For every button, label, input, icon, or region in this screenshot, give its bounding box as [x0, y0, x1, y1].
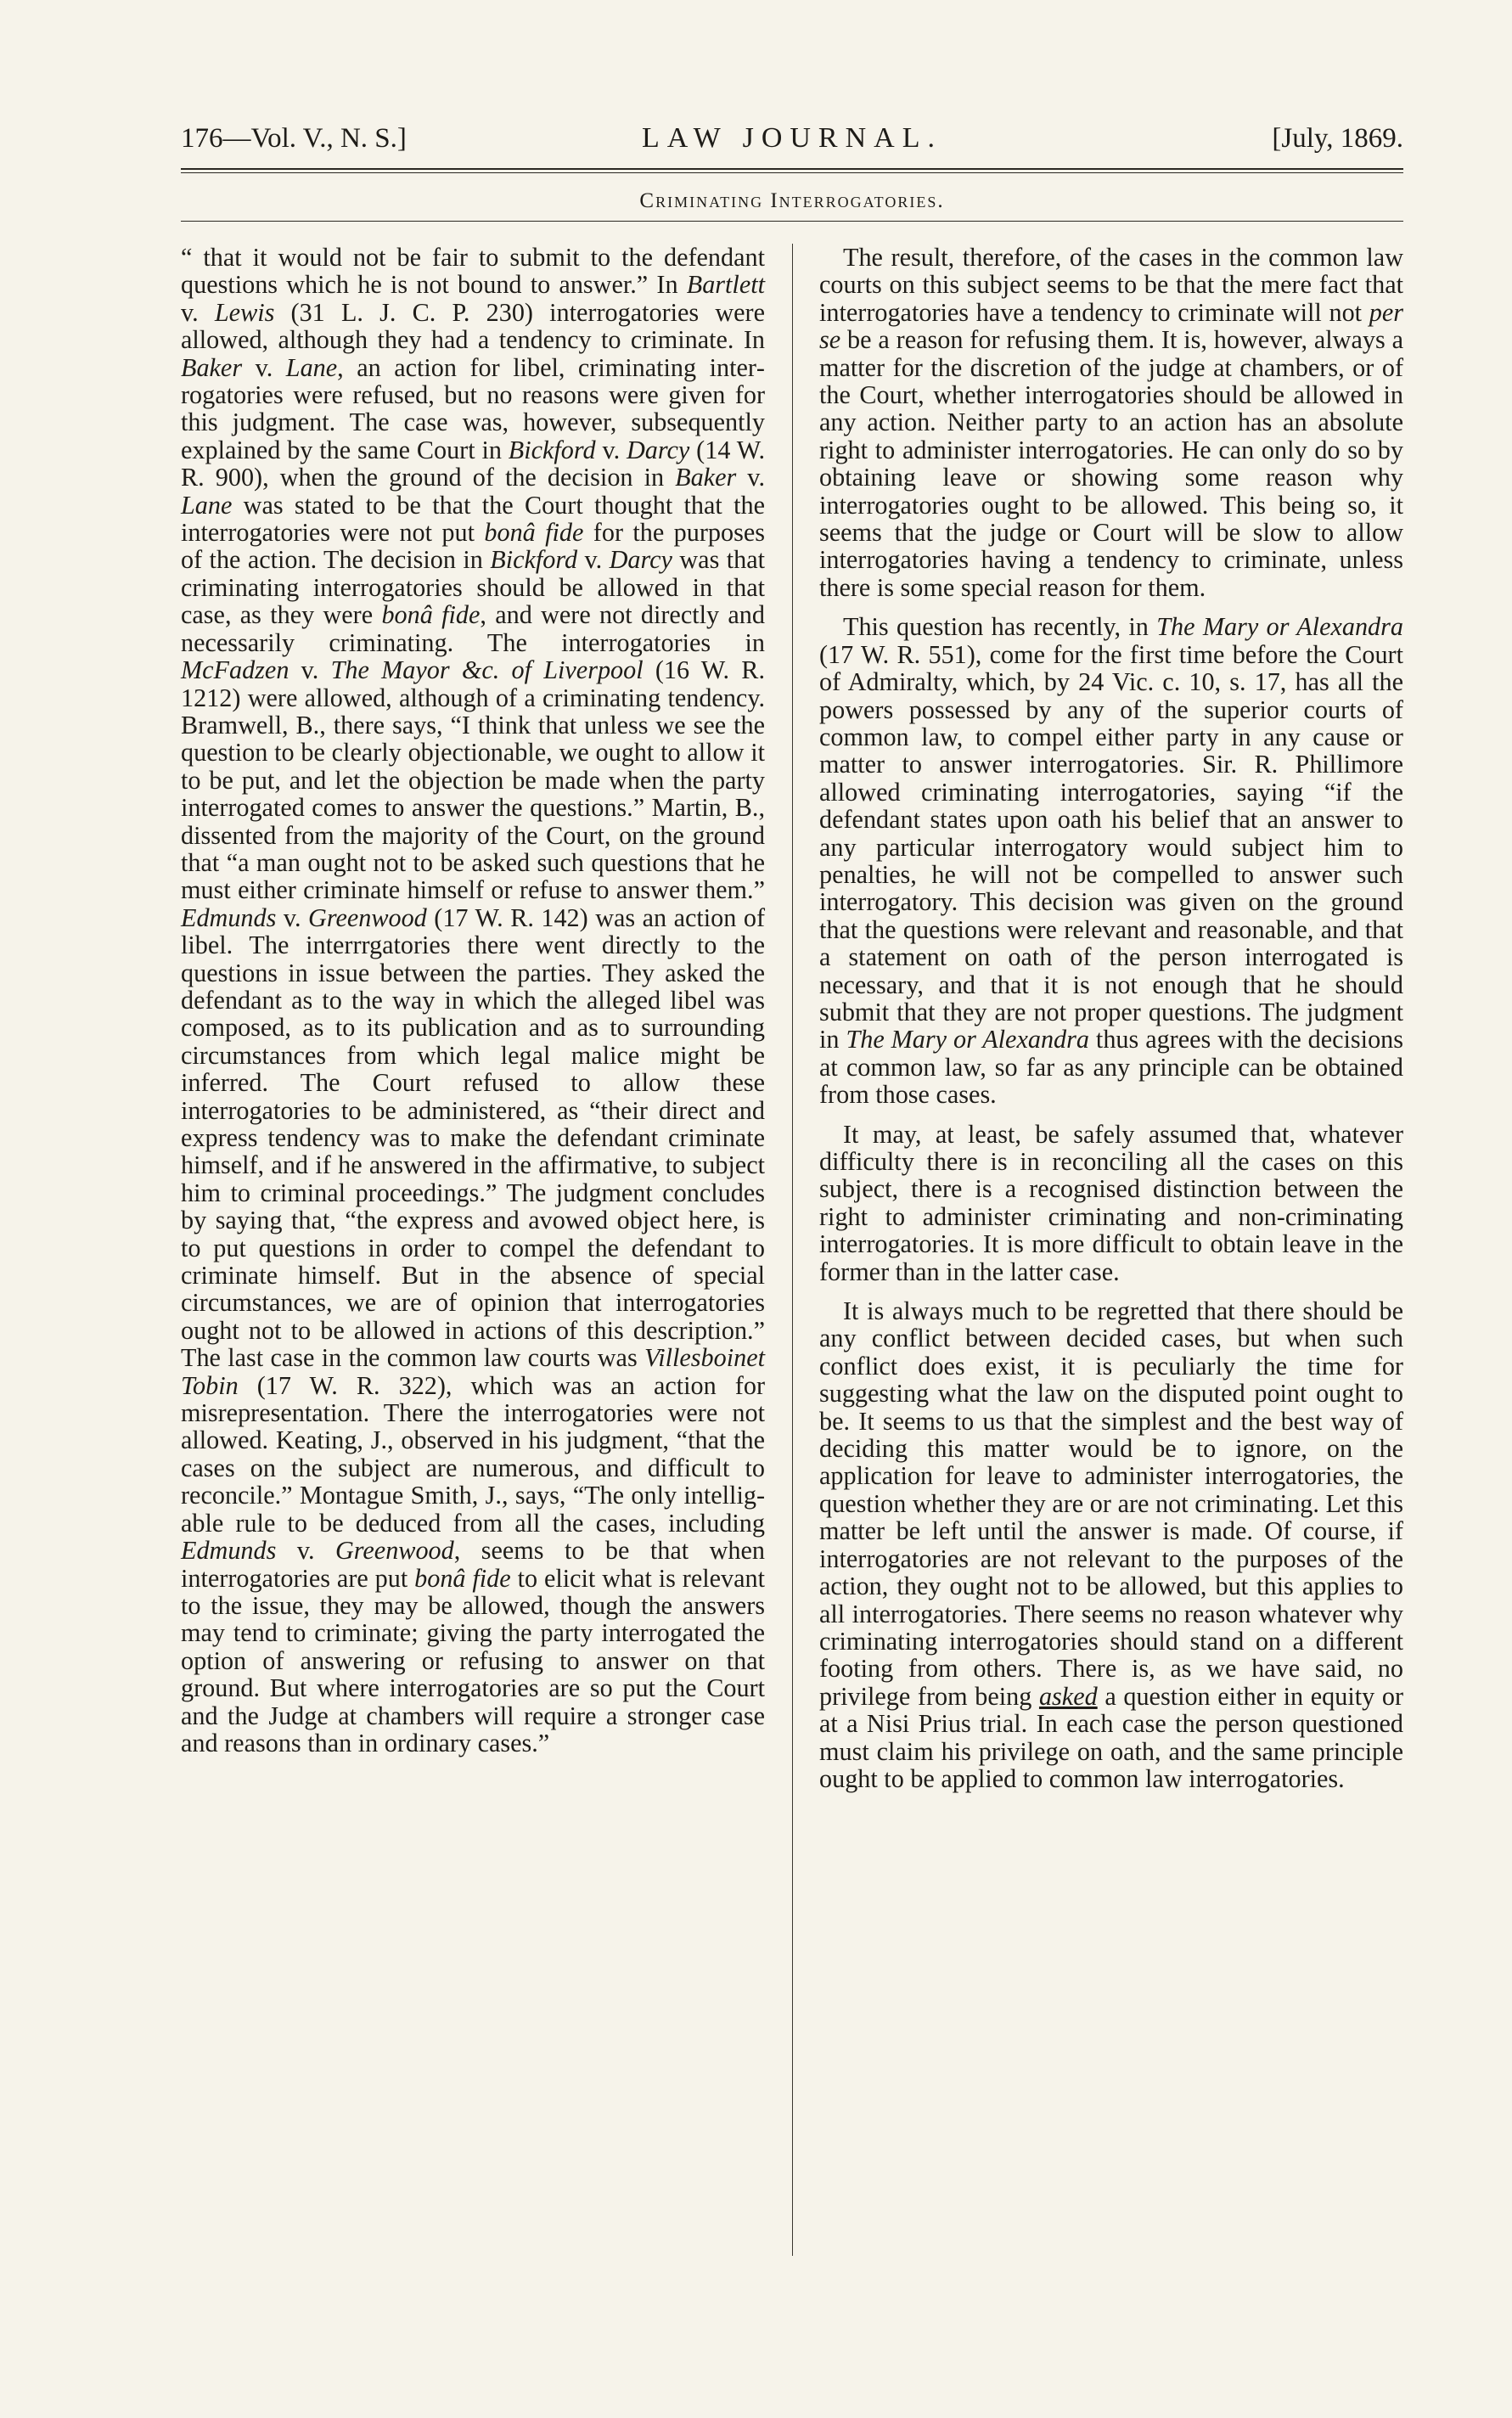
paragraph	[819, 1121, 1403, 1285]
text-run: to elicit what is relevant to the issue, they may be allowed, though the answers may tend to criminate; giving the party interrogated the option of answering or refusing to answer on that ground. But where interrogatories are so put the Court and the Judge at chambers will require a stronger case and reasons than in ordinary cases.”	[181, 1563, 766, 1757]
italic-run: bonâ fide	[381, 600, 481, 630]
italic-run: McFadzen	[181, 655, 289, 685]
text-run: v.	[242, 352, 286, 382]
italic-run: Lane	[181, 490, 233, 520]
text-run: v.	[276, 1536, 335, 1566]
italic-run: Greenwood	[334, 1536, 454, 1566]
italic-run: Tobin	[181, 1370, 239, 1400]
text-run: thus agrees with the decisions at common law, so far as any principle can be obtained from those cases.	[819, 1025, 1404, 1110]
text-run: It is always much to be regretted that there should be any conflict between decided cases, but when such conflict does exist, it is peculiarly the time for suggesting what the law on the disputed point ought to be. It seems to us that the simplest and the best way of deciding this matter would be to ignore, on the application for leave to administer interrogatories, the question whether they are or are not criminating. Let this matter be left until the answer is made. Of course, if interrogatories are not relevant to the purposes of the action, they ought not to be allowed, but this applies to all interrogatories. There seems no reason whatever why criminating interrogatories should stand on a different footing from others. There is, as we have said, no privilege from being	[819, 1296, 1403, 1711]
text-run: , an action for libel, criminating interrogatories were refused, but no reasons were given for this judgment. The case was, however, subsequently explained by the same Court in	[181, 352, 765, 464]
text-run: v.	[289, 655, 331, 685]
text-run: , seems to be that when interrogatories are put	[181, 1536, 765, 1593]
text-run: (17 W. R. 142) was an action of libel. The interrrgatories there went directly to the questions in issue between the parties. They asked the defendant as to the way in which the alleged libel was composed, as to its publication and as to surrounding circumstances from which legal malice might be inferred. The Court refused to allow these interrogatories to be administered, as “their direct and express tendency was to make the defendant criminate himself, and if he answered in the affirmative, to subject him to criminal proceedings.” The judgment concludes by saying that, “the express and avowed object here, is to put questions in order to compel the defendant to criminate himself. But in the absence of special circumstances, we are of opinion that interrogatories ought not to be allowed in actions of this description.” The last case in the common law courts was	[181, 903, 765, 1373]
text-run: a question either in equity or at a Nisi Prius trial. In each case the person questioned must claim his privilege on oath, and the same principle ought to be applied to common law interrogatories.	[819, 1681, 1403, 1793]
text-run: (16 W. R. 1212) were allowed, although of a criminating tendency. Bramwell, B., there says, “I think that unless we see the question to be clearly objectionable, we ought to allow it to be put, and let the objection be made when the party interrogated comes to answer the questions.” Martin, B., dissented from the majority of the Court, on the ground that “a man ought not to be asked such questions that he must either criminate himself or refuse to answer them.”	[181, 655, 765, 905]
italic-run: bonâ fide	[414, 1563, 511, 1593]
text-run: for the purposes of the action. The decision in	[181, 518, 765, 575]
text-run: (31 L. J. C. P. 230) interrogatories were allowed, although they had a tendency to criminate. In	[181, 297, 766, 355]
paragraph	[819, 1297, 1403, 1792]
page-volume-reference: 176—Vol. V., N. S.]	[181, 123, 407, 154]
italic-run: Edmunds	[181, 1536, 277, 1566]
italic-run: Baker	[181, 352, 243, 382]
italic-run: Edmunds	[181, 903, 277, 932]
paragraph	[819, 613, 1403, 1108]
text-run: v.	[577, 545, 610, 575]
issue-date: [July, 1869.	[1272, 123, 1403, 154]
italic-run: bonâ fide	[484, 518, 584, 548]
text-run: , and were not directly and necessarily criminating. The interrogatories in	[181, 600, 765, 657]
running-head	[181, 119, 1403, 158]
italic-run: Baker	[675, 463, 737, 492]
italic-run: Greenwood	[308, 903, 427, 932]
text-run: was stated to be that the Court thought that the interrogatories were not put	[181, 490, 765, 548]
section-title: Criminating Interrogatories.	[639, 189, 945, 212]
text-run: be a reason for refusing them. It is, however, always a matter for the discretion of the judge at chambers, or of the Court, whether interrogatories should be allowed in any action. Neither party to an action has an absolute right to administer interrogatories. He can only do so by obtaining leave or showing some reason why interrogatories ought to be allowed. This being so, it seems that the judge or Court will be slow to allow interrogatories having a tendency to criminate, unless there is some special reason for them.	[819, 325, 1403, 602]
italic-run: Darcy	[609, 545, 672, 575]
italic-run: Villesboinet	[644, 1343, 765, 1373]
italic-run: Darcy	[627, 435, 690, 464]
text-run: This question has recently, in	[843, 612, 1157, 642]
italic-run: Bickford	[508, 435, 596, 464]
text-run: v.	[736, 463, 765, 492]
article-columns	[181, 244, 1403, 2315]
column-divider	[792, 244, 793, 2256]
header-double-rule	[181, 168, 1403, 173]
italic-run: per se	[819, 297, 1403, 355]
italic-run: asked	[1038, 1681, 1098, 1711]
italic-run: Lane	[285, 352, 338, 382]
left-column	[181, 244, 765, 1757]
italic-run: The Mayor &c. of Liverpool	[330, 655, 644, 685]
italic-run: Lewis	[214, 297, 275, 327]
italic-run: Bartlett	[686, 270, 765, 300]
text-run: v.	[595, 435, 627, 464]
text-run: was that criminating interrogatories should be allowed in that case, as they were	[181, 545, 765, 630]
text-run: v.	[276, 903, 309, 932]
text-run: v.	[181, 297, 215, 327]
text-run: “ that it would not be fair to submit to the defendant questions which he is not bound to answer.” In	[181, 243, 765, 300]
paragraph	[181, 244, 765, 1757]
italic-run: The Mary or Alexandra	[1156, 612, 1403, 642]
text-run: (17 W. R. 551), come for the first time before the Court of Admiralty, which, by 24 Vic. c. 10, s. 17, has all the powers possessed by any of the superior courts of common law, to compel either party in any cause or matter to answer interrogatories. Sir. R. Phillimore allowed criminating interrogatories, saying “if the defendant states upon oath his belief that an answer to any particular interrogatory would subject him to penalties, he will not be compelled to answer such interrogatory. This decision was given on the ground that the questions were relevant and reasonable, and that a statement on oath of the person interrogated is necessary, and that it is not enough that he should submit that they are not proper questions. The judgment in	[819, 639, 1403, 1054]
paragraph	[819, 244, 1403, 601]
right-column	[819, 244, 1403, 1792]
text-run: It may, at least, be safely assumed that, whatever difficulty there is in reconciling all the cases on this subject, there is a recognised distinction between the right to administer criminating and non-criminating interrogatories. It is more difficult to obtain leave in the former than in the latter case.	[819, 1119, 1403, 1286]
italic-run: The Mary or Alexandra	[846, 1025, 1089, 1054]
journal-title: LAW JOURNAL.	[642, 122, 942, 154]
italic-run: Bickford	[490, 545, 578, 575]
section-rule	[181, 221, 1403, 222]
text-run: (17 W. R. 322), which was an action for misrepresentation. There the interrogatories were not allowed. Keating, J., observed in his judgment, “that the cases on the subject are numerous, and difficult to reconcile.” Montague Smith, J., says, “The only intelligable rule to be deduced from all the cases, including	[181, 1370, 765, 1538]
text-run: The result, therefore, of the cases in the common law courts on this subject seems to be that the mere fact that interrogatories have a tendency to criminate will not	[819, 243, 1403, 327]
journal-page	[181, 119, 1403, 2315]
text-run: (14 W. R. 900), when the ground of the decision in	[181, 435, 765, 492]
